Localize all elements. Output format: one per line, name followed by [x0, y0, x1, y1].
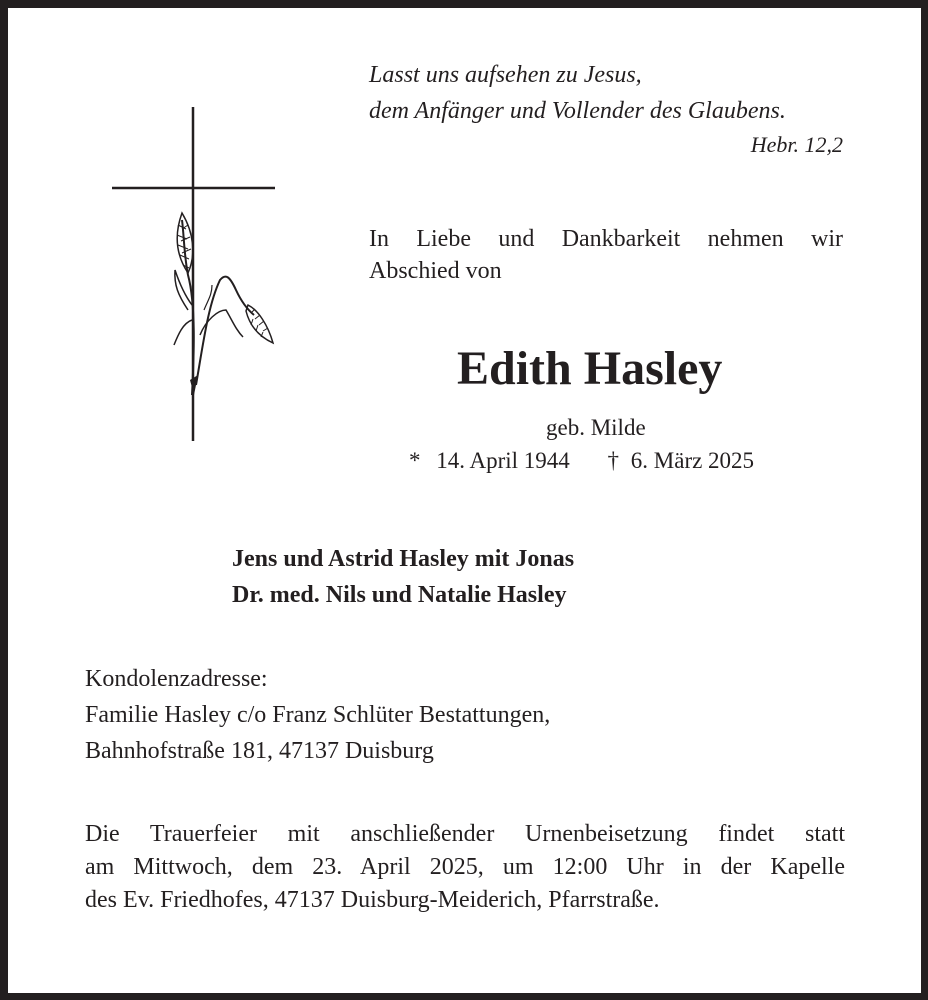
maiden-name: geb. Milde	[546, 415, 646, 440]
ceremony-line-2: am Mittwoch, dem 23. April 2025, um 12:00 Uhr in der Kapelle	[85, 854, 845, 880]
quote-line-2: dem Anfänger und Vollender des Glaubens.	[369, 98, 786, 124]
deceased-name: Edith Hasley	[457, 342, 723, 395]
condolence-label: Kondolenzadresse:	[85, 666, 268, 692]
life-dates	[409, 448, 754, 474]
quote-reference: Hebr. 12,2	[750, 132, 843, 157]
ceremony-line-3: des Ev. Friedhofes, 47137 Duisburg-Meiderich, Pfarrstraße.	[85, 887, 660, 913]
mourner-1: Jens und Astrid Hasley mit Jonas	[232, 546, 575, 572]
mourner-2: Dr. med. Nils und Natalie Hasley	[232, 582, 567, 608]
death-symbol: †	[607, 448, 620, 473]
cross-with-wheat-icon	[108, 105, 280, 445]
quote-line-1: Lasst uns aufsehen zu Jesus,	[369, 62, 642, 88]
condolence-line-2: Bahnhofstraße 181, 47137 Duisburg	[85, 738, 434, 764]
birth-symbol: *	[409, 448, 421, 473]
birth-date: 14. April 1944	[436, 448, 570, 473]
intro-line-2: Abschied von	[369, 258, 502, 284]
ceremony-line-1: Die Trauerfeier mit anschließender Urnenbeisetzung findet statt	[85, 821, 845, 847]
condolence-line-1: Familie Hasley c/o Franz Schlüter Bestattungen,	[85, 702, 551, 728]
death-date: 6. März 2025	[630, 448, 755, 473]
intro-line-1: In Liebe und Dankbarkeit nehmen wir	[369, 226, 843, 252]
